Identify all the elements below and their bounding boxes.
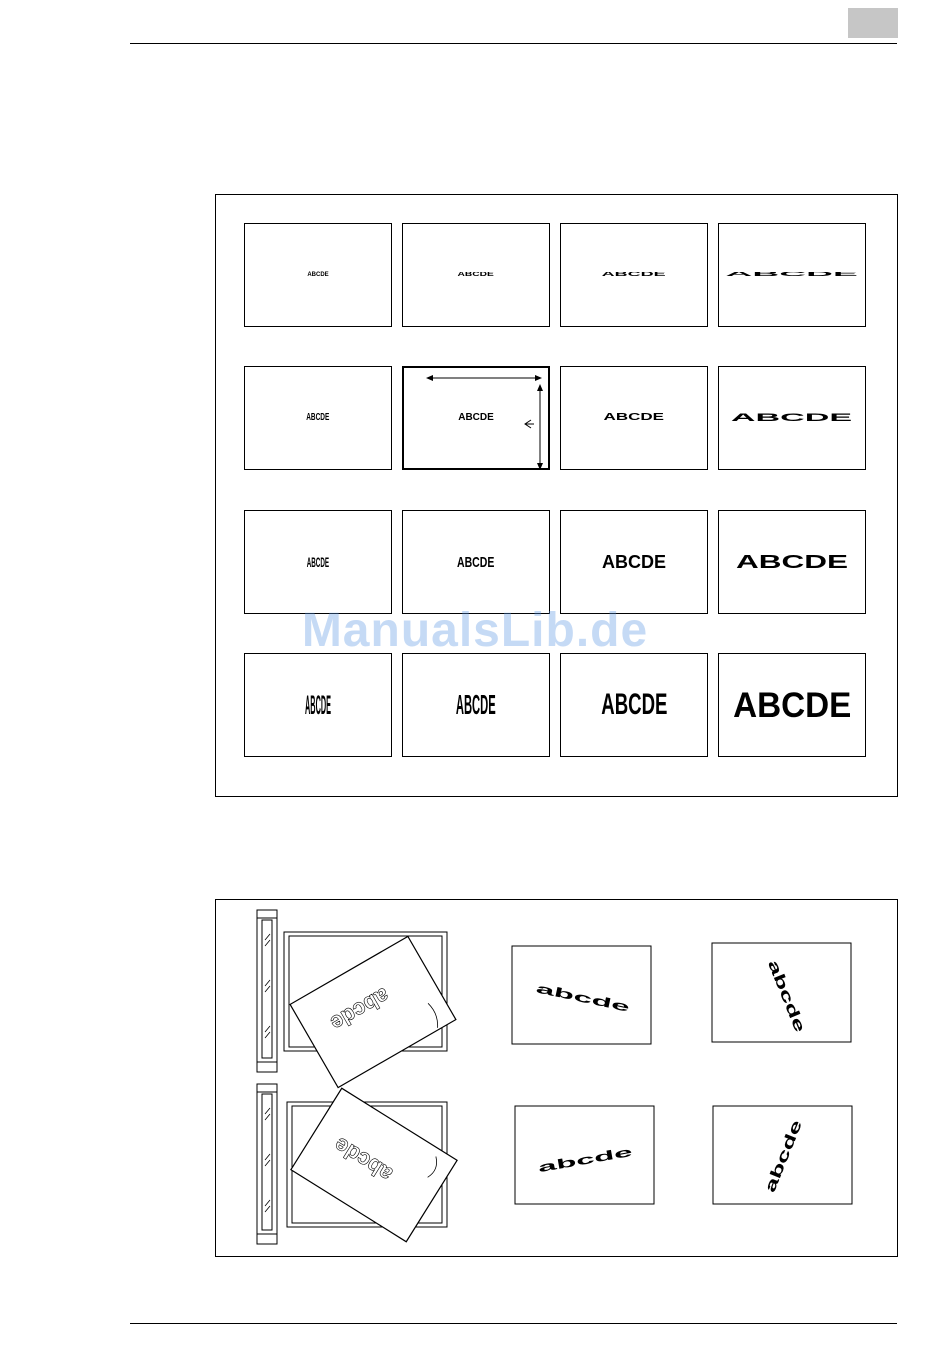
zoom-cell-r2c4 bbox=[718, 366, 866, 470]
zoom-cell-r1c4 bbox=[718, 223, 866, 327]
result-text: abcde bbox=[760, 1117, 806, 1195]
sample-text: ABCDE bbox=[307, 272, 329, 278]
sample-text: ABCDE bbox=[306, 554, 330, 570]
zoom-cell-r3c3 bbox=[560, 510, 708, 614]
dimension-arrows bbox=[404, 368, 550, 470]
result-copy-2 bbox=[712, 943, 851, 1042]
sample-text: ABCDE bbox=[458, 412, 494, 423]
zoom-cell-r1c2 bbox=[402, 223, 550, 327]
sample-text: ABCDE bbox=[306, 412, 330, 423]
result-text: abcde bbox=[534, 980, 632, 1015]
sample-text: ABCDE bbox=[731, 411, 853, 424]
sample-text: ABCDE bbox=[305, 689, 331, 720]
sample-text: ABCDE bbox=[600, 688, 668, 721]
rotation-figure bbox=[215, 899, 898, 1257]
zoom-figure bbox=[215, 194, 898, 797]
zoom-cell-r1c1 bbox=[244, 223, 392, 327]
zoom-cell-r4c3 bbox=[560, 653, 708, 757]
result-text: abcde bbox=[764, 957, 810, 1035]
sample-text: ABCDE bbox=[457, 553, 495, 571]
footer-rule bbox=[130, 1323, 897, 1324]
header-rule bbox=[130, 43, 897, 44]
sample-text: ABCDE bbox=[601, 272, 667, 278]
zoom-cell-r4c1 bbox=[244, 653, 392, 757]
result-copy-3 bbox=[515, 1106, 654, 1204]
zoom-cell-r1c3 bbox=[560, 223, 708, 327]
sample-text: ABCDE bbox=[732, 685, 852, 725]
sample-text: ABCDE bbox=[601, 552, 666, 572]
zoom-cell-r4c4 bbox=[718, 653, 866, 757]
sample-text: ABCDE bbox=[735, 552, 849, 572]
watermark: ManualsLib.de bbox=[301, 604, 649, 657]
zoom-cell-r3c2 bbox=[402, 510, 550, 614]
zoom-cell-r3c4 bbox=[718, 510, 866, 614]
mirrored-text: abcde bbox=[326, 982, 394, 1037]
sample-text: ABCDE bbox=[603, 412, 665, 423]
chapter-tab bbox=[848, 8, 898, 38]
rotation-illustration bbox=[216, 900, 897, 1256]
sample-text: ABCDE bbox=[725, 272, 859, 278]
zoom-cell-r2c1 bbox=[244, 366, 392, 470]
sample-text: ABCDE bbox=[456, 689, 496, 720]
zoom-cell-r3c1 bbox=[244, 510, 392, 614]
zoom-cell-r2c3 bbox=[560, 366, 708, 470]
sample-text: ABCDE bbox=[457, 272, 495, 278]
mirrored-text: abcde bbox=[329, 1132, 397, 1188]
result-copy-4 bbox=[713, 1106, 852, 1204]
zoom-cell-r4c2 bbox=[402, 653, 550, 757]
result-text: abcde bbox=[537, 1144, 634, 1176]
zoom-cell-r2c2-original bbox=[402, 366, 550, 470]
result-copy-1 bbox=[512, 946, 651, 1044]
